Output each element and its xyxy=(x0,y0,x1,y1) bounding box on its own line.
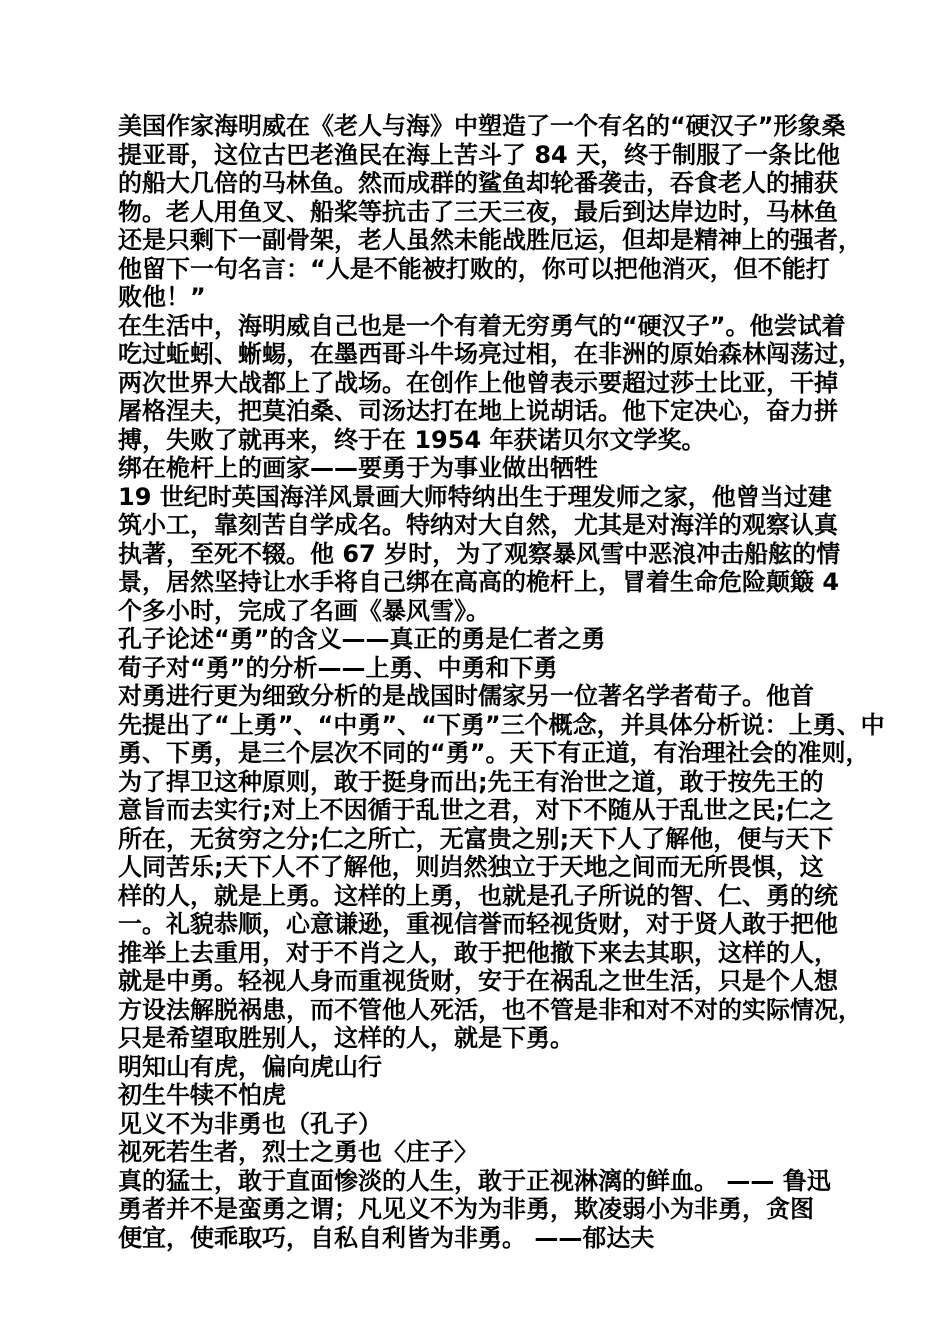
text-line: 物。老人用鱼叉、船桨等抗击了三天三夜，最后到达岸边时，马林鱼 xyxy=(118,197,838,226)
section-heading: 孔子论述“勇”的含义——真正的勇是仁者之勇 xyxy=(118,625,606,653)
text-line: 为了捍卫这种原则，敢于挺身而出;先王有治世之道，敢于按先王的 xyxy=(118,767,824,796)
section-heading: 荀子对“勇”的分析——上勇、中勇和下勇 xyxy=(118,653,558,682)
text-line: 个多小时，完成了名画《暴风雪》。 xyxy=(118,596,490,625)
document-body xyxy=(118,112,885,1252)
text-line: 只是希望取胜别人，这样的人，就是下勇。 xyxy=(118,1024,574,1052)
text-line: 一。礼貌恭顺，心意谦逊，重视信誉而轻视货财，对于贤人敢于把他 xyxy=(118,910,838,938)
text-line: 筑小工，靠刻苦自学成名。特纳对大自然，尤其是对海洋的观察认真 xyxy=(118,511,838,539)
quote-line: 真的猛士，敢于直面惨淡的人生，敢于正视淋漓的鲜血。 —— 鲁迅 xyxy=(118,1166,831,1195)
text-line: 对勇进行更为细致分析的是战国时儒家另一位著名学者荀子。他首 xyxy=(118,682,814,710)
section-heading: 绑在桅杆上的画家——要勇于为事业做出牺牲 xyxy=(118,454,598,482)
text-line: 吃过蚯蚓、蜥蜴，在墨西哥斗牛场亮过相，在非洲的原始森林闯荡过， xyxy=(118,340,862,368)
text-line: 方设法解脱祸患，而不管他人死活，也不管是非和对不对的实际情况， xyxy=(118,995,862,1024)
text-line: 两次世界大战都上了战场。在创作上他曾表示要超过莎士比亚，干掉 xyxy=(118,368,838,397)
text-line: 他留下一句名言：“人是不能被打败的，你可以把他消灭，但不能打 xyxy=(118,254,830,283)
text-line: 屠格涅夫，把莫泊桑、司汤达打在地上说胡话。他下定决心，奋力拼 xyxy=(118,397,838,425)
text-line: 所在，无贫穷之分;仁之所亡，无富贵之别;天下人了解他，便与天下 xyxy=(118,824,834,853)
text-line: 先提出了“上勇”、“中勇”、“下勇”三个概念，并具体分析说：上勇、中 xyxy=(118,710,885,739)
text-line: 样的人，就是上勇。这样的上勇，也就是孔子所说的智、仁、勇的统 xyxy=(118,881,838,910)
quote-line: 勇者并不是蛮勇之谓；凡见义不为为非勇，欺凌弱小为非勇，贪图 xyxy=(118,1195,814,1223)
text-line: 在生活中，海明威自己也是一个有着无穷勇气的“硬汉子”。他尝试着 xyxy=(118,311,846,340)
text-line: 美国作家海明威在《老人与海》中塑造了一个有名的“硬汉子”形象桑 xyxy=(118,112,846,140)
quote-line: 明知山有虎，偏向虎山行 xyxy=(118,1052,382,1081)
text-line: 的船大几倍的马林鱼。然而成群的鲨鱼却轮番袭击，吞食老人的捕获 xyxy=(118,169,838,197)
text-line: 意旨而去实行;对上不因循于乱世之君，对下不随从于乱世之民;仁之 xyxy=(118,796,834,824)
text-line: 执著，至死不辍。他 67 岁时，为了观察暴风雪中恶浪冲击船舷的情 xyxy=(118,539,841,568)
text-line: 推举上去重用，对于不肖之人，敢于把他撤下来去其职，这样的人， xyxy=(118,938,838,967)
text-line: 就是中勇。轻视人身而重视货财，安于在祸乱之世生活，只是个人想 xyxy=(118,967,838,995)
text-line: 搏，失败了就再来，终于在 1954 年获诺贝尔文学奖。 xyxy=(118,425,706,454)
text-line: 提亚哥，这位古巴老渔民在海上苦斗了 84 天，终于制服了一条比他 xyxy=(118,140,841,169)
text-line: 人同苦乐;天下人不了解他，则岿然独立于天地之间而无所畏惧，这 xyxy=(118,853,824,881)
quote-line: 见义不为非勇也（孔子） xyxy=(118,1109,382,1138)
text-line: 还是只剩下一副骨架，老人虽然未能战胜厄运，但却是精神上的强者， xyxy=(118,226,862,254)
quote-line: 视死若生者，烈士之勇也〈庄子〉 xyxy=(118,1138,478,1166)
text-line: 景，居然坚持让水手将自己绑在高高的桅杆上，冒着生命危险颠簸 4 xyxy=(118,568,840,596)
quote-line: 便宜，使乖取巧，自私自利皆为非勇。 ——郁达夫 xyxy=(118,1223,655,1252)
quote-line: 初生牛犊不怕虎 xyxy=(118,1081,286,1109)
text-line: 败他！” xyxy=(118,283,206,311)
text-line: 19 世纪时英国海洋风景画大师特纳出生于理发师之家，他曾当过建 xyxy=(118,482,832,511)
text-line: 勇、下勇，是三个层次不同的“勇”。天下有正道，有治理社会的准则， xyxy=(118,739,870,767)
